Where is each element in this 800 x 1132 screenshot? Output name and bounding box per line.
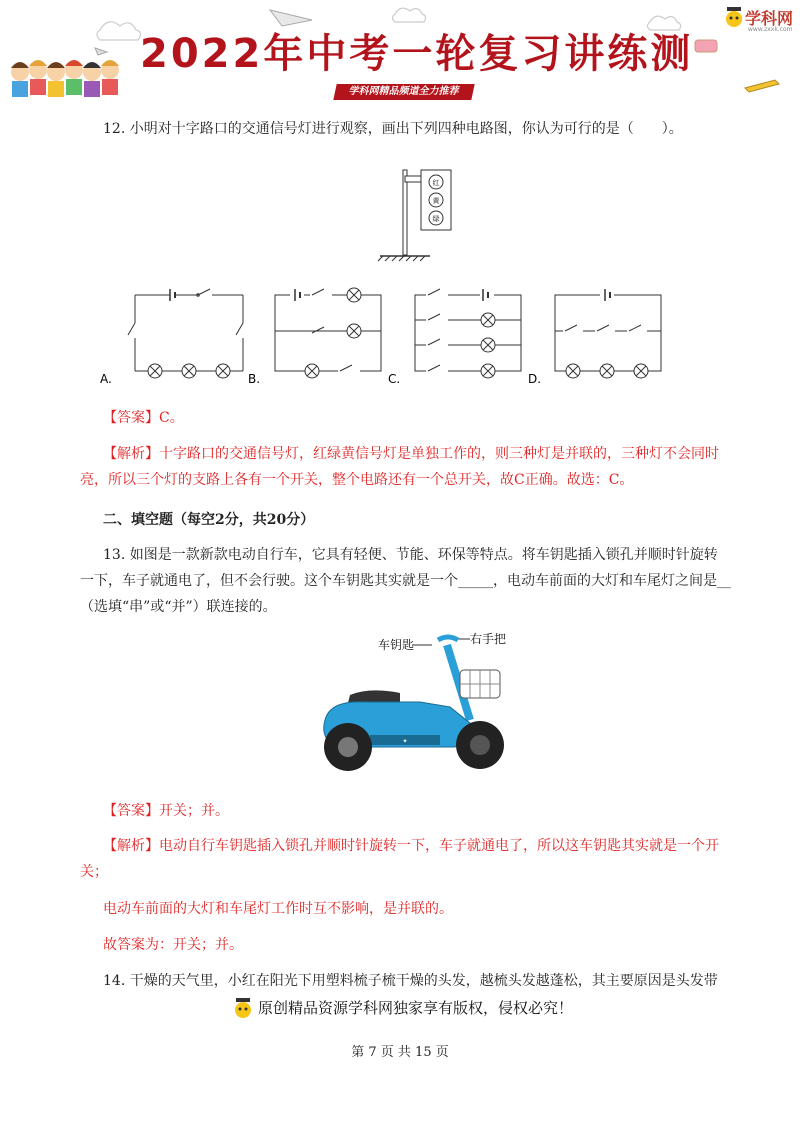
option-c-label: C. bbox=[388, 372, 401, 386]
logo-mascot-icon bbox=[724, 6, 744, 32]
handle-label: 右手把 bbox=[470, 632, 507, 646]
page-number: 第 7 页 共 15 页 bbox=[351, 1045, 449, 1060]
section-heading: 二、填空题（每空2分，共20分） bbox=[103, 512, 315, 528]
q13-stem-line3: （选填“串”或“并”）联连接的。 bbox=[80, 599, 277, 615]
svg-text:✦: ✦ bbox=[402, 738, 408, 745]
q13-final-answer: 故答案为：开关；并。 bbox=[103, 937, 243, 953]
option-a-label: A. bbox=[100, 372, 112, 386]
kids-illustration bbox=[11, 60, 119, 97]
q13-analysis-line2: 关； bbox=[80, 864, 108, 880]
scooter-illustration bbox=[310, 625, 530, 780]
q13-stem-line2: 一下，车子就通电了，但不会行驶。这个车钥匙其实就是一个_____，电动车前面的大灯和车尾灯之间是__ bbox=[80, 573, 731, 589]
traffic-light-figure bbox=[375, 160, 475, 265]
q13-analysis-line3: 电动车前面的大灯和车尾灯工作时互不影响，是并联的。 bbox=[103, 901, 453, 917]
option-d-label: D. bbox=[528, 372, 542, 386]
q13-answer: 【答案】开关；并。 bbox=[103, 803, 229, 819]
key-label: 车钥匙 bbox=[378, 638, 415, 652]
q14-stem: 14. 干燥的天气里，小红在阳光下用塑料梳子梳干燥的头发，越梳头发越蓬松，其主要原因是头发带 bbox=[103, 973, 718, 989]
circuit-a bbox=[128, 289, 243, 371]
circuit-c bbox=[415, 295, 521, 371]
signal-red-label: 红 bbox=[432, 179, 440, 187]
header-subtitle: 学科网精品频道全力推荐 bbox=[333, 84, 474, 100]
q12-answer: 【答案】C。 bbox=[103, 410, 184, 426]
option-b-label: B. bbox=[248, 372, 261, 386]
mascot-icon bbox=[232, 996, 254, 1024]
logo: 学科网 bbox=[745, 9, 794, 28]
q12-stem: 12. 小明对十字路口的交通信号灯进行观察，画出下列四种电路图，你认为可行的是（ ）。 bbox=[103, 121, 683, 137]
q13-analysis-line1: 【解析】电动自行车钥匙插入锁孔并顺时针旋转一下，车子就通电了，所以这车钥匙其实就是一个开 bbox=[103, 838, 719, 854]
q12-analysis-line1: 【解析】十字路口的交通信号灯，红绿黄信号灯是单独工作的，则三种灯是并联的，三种灯不会同时 bbox=[103, 446, 719, 462]
signal-yellow-label: 黄 bbox=[432, 197, 440, 205]
copyright-notice: 原创精品资源学科网独家享有版权，侵权必究！ bbox=[258, 999, 574, 1017]
circuit-diagrams bbox=[100, 283, 680, 393]
logo-url: www.zxxk.com bbox=[748, 26, 793, 33]
q12-analysis-line2: 亮，所以三个灯的支路上各有一个开关，整个电路还有一个总开关，故C正确。故选：C。 bbox=[80, 472, 634, 488]
signal-green-label: 绿 bbox=[432, 215, 440, 223]
q13-stem-line1: 13. 如图是一款新款电动自行车，它具有轻便、节能、环保等特点。将车钥匙插入锁孔并顺时针旋转 bbox=[103, 547, 718, 563]
page-title: 2022年中考一轮复习讲练测 bbox=[140, 31, 694, 77]
